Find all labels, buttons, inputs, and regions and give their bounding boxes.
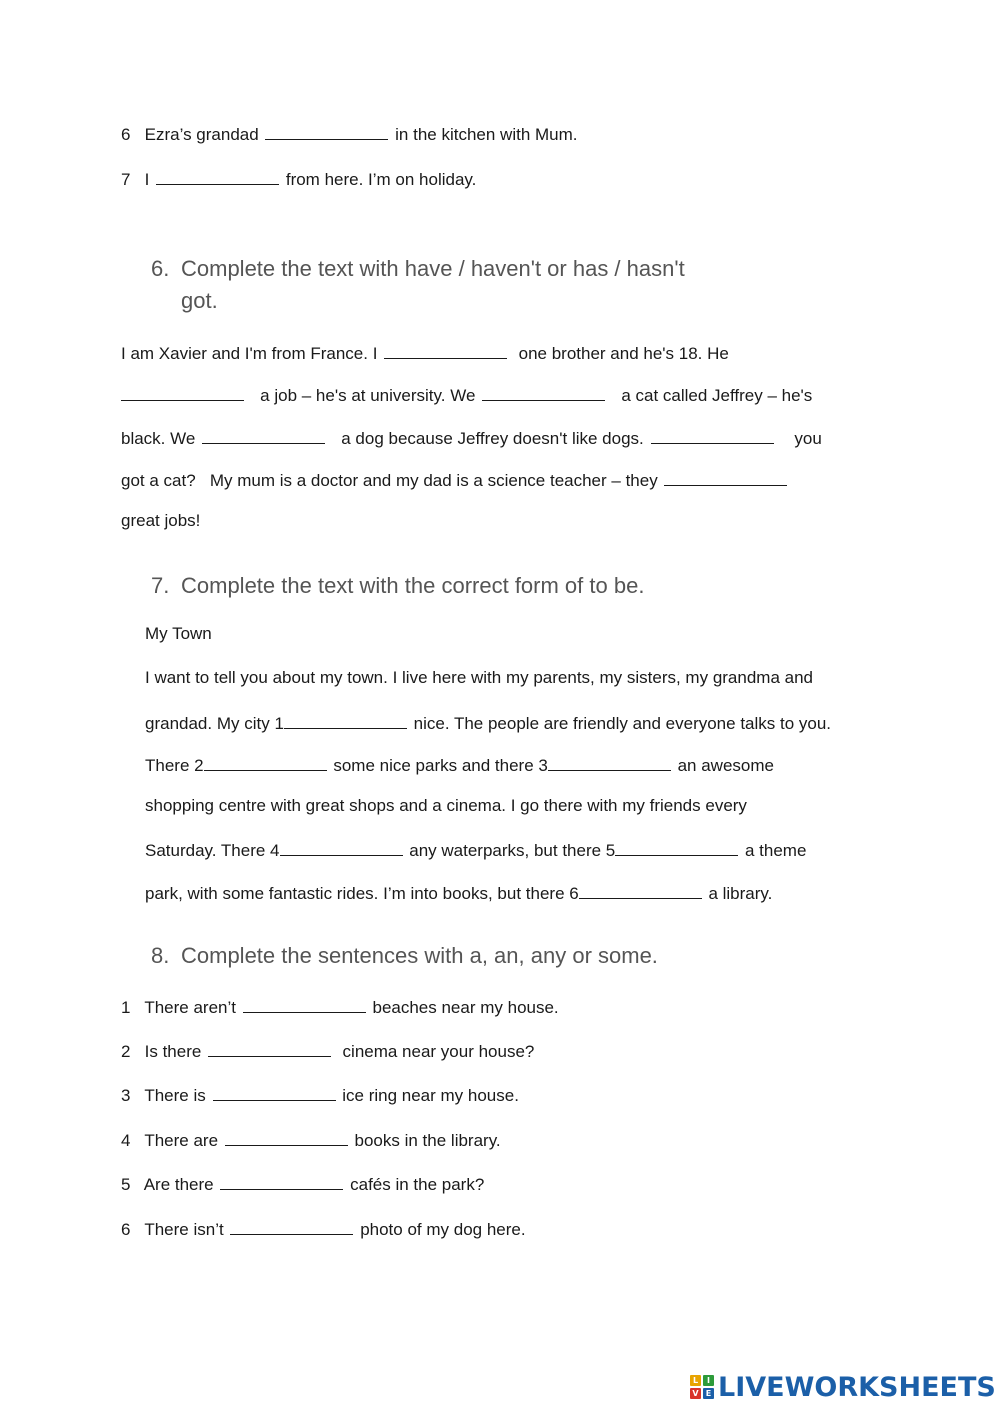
text-subtitle: My Town bbox=[145, 624, 212, 643]
answer-blank[interactable] bbox=[121, 383, 244, 401]
logo-letter: L bbox=[690, 1375, 701, 1386]
exercise-item: 1 There aren’t beaches near my house. bbox=[121, 995, 559, 1018]
item-number: 1 bbox=[121, 998, 131, 1017]
item-number: 6 bbox=[121, 125, 131, 144]
exercise-6-text-line: a job – he's at university. We a cat called Jeffrey – he's bbox=[121, 383, 812, 406]
exercise-6-text-line: great jobs! bbox=[121, 511, 201, 530]
answer-blank[interactable] bbox=[651, 426, 774, 444]
exercise-7-text-line: There 2 some nice parks and there 3 an awesome bbox=[145, 753, 774, 776]
answer-blank[interactable] bbox=[384, 341, 507, 359]
logo-text: LIVEWORKSHEETS bbox=[718, 1371, 996, 1403]
exercise-7-text-line: Saturday. There 4 any waterparks, but there 5 a theme bbox=[145, 838, 806, 861]
answer-blank[interactable] bbox=[548, 753, 671, 771]
item-number: 2 bbox=[121, 1042, 131, 1061]
exercise-7-text-line: I want to tell you about my town. I live here with my parents, my sisters, my grandma and bbox=[145, 668, 813, 687]
exercise-item: 5 Are there cafés in the park? bbox=[121, 1172, 484, 1195]
answer-blank[interactable] bbox=[284, 711, 407, 729]
exercise-item: 6 There isn’t photo of my dog here. bbox=[121, 1217, 526, 1240]
exercise-8-heading: 8. Complete the sentences with a, an, any or some. bbox=[151, 943, 658, 968]
exercise-7-text-line: shopping centre with great shops and a cinema. I go there with my friends every bbox=[145, 796, 747, 815]
item-number: 3 bbox=[121, 1086, 131, 1105]
liveworksheets-logo bbox=[690, 1372, 996, 1402]
answer-blank[interactable] bbox=[230, 1217, 353, 1235]
item-number: 4 bbox=[121, 1131, 131, 1150]
answer-blank[interactable] bbox=[208, 1039, 331, 1057]
exercise-7-text-line: grandad. My city 1 nice. The people are friendly and everyone talks to you. bbox=[145, 711, 831, 734]
exercise-item: 6 Ezra’s grandad in the kitchen with Mum. bbox=[121, 122, 578, 145]
logo-icon bbox=[690, 1375, 714, 1399]
exercise-7-text-line: park, with some fantastic rides. I’m into books, but there 6 a library. bbox=[145, 881, 772, 904]
exercise-item: 2 Is there cinema near your house? bbox=[121, 1039, 534, 1062]
exercise-item: 3 There is ice ring near my house. bbox=[121, 1083, 519, 1106]
item-number: 7 bbox=[121, 170, 131, 189]
answer-blank[interactable] bbox=[280, 838, 403, 856]
exercise-6-text-line: I am Xavier and I'm from France. I one brother and he's 18. He bbox=[121, 341, 729, 364]
logo-letter: E bbox=[703, 1388, 714, 1399]
answer-blank[interactable] bbox=[202, 426, 325, 444]
exercise-6-text-line: got a cat? My mum is a doctor and my dad is a science teacher – they bbox=[121, 468, 789, 491]
exercise-6-text-line: black. We a dog because Jeffrey doesn't like dogs. you bbox=[121, 426, 822, 449]
answer-blank[interactable] bbox=[213, 1083, 336, 1101]
answer-blank[interactable] bbox=[579, 881, 702, 899]
answer-blank[interactable] bbox=[482, 383, 605, 401]
answer-blank[interactable] bbox=[615, 838, 738, 856]
exercise-6-heading: 6. Complete the text with have / haven't or has / hasn't got. bbox=[151, 256, 685, 313]
logo-letter: V bbox=[690, 1388, 701, 1399]
answer-blank[interactable] bbox=[220, 1172, 343, 1190]
item-number: 6 bbox=[121, 1220, 131, 1239]
exercise-7-heading: 7. Complete the text with the correct form of to be. bbox=[151, 573, 645, 598]
answer-blank[interactable] bbox=[243, 995, 366, 1013]
item-number: 5 bbox=[121, 1175, 131, 1194]
answer-blank[interactable] bbox=[225, 1128, 348, 1146]
exercise-item: 4 There are books in the library. bbox=[121, 1128, 501, 1151]
logo-letter: I bbox=[703, 1375, 714, 1386]
answer-blank[interactable] bbox=[204, 753, 327, 771]
answer-blank[interactable] bbox=[265, 122, 388, 140]
answer-blank[interactable] bbox=[156, 167, 279, 185]
answer-blank[interactable] bbox=[664, 468, 787, 486]
exercise-item: 7 I from here. I’m on holiday. bbox=[121, 167, 476, 190]
